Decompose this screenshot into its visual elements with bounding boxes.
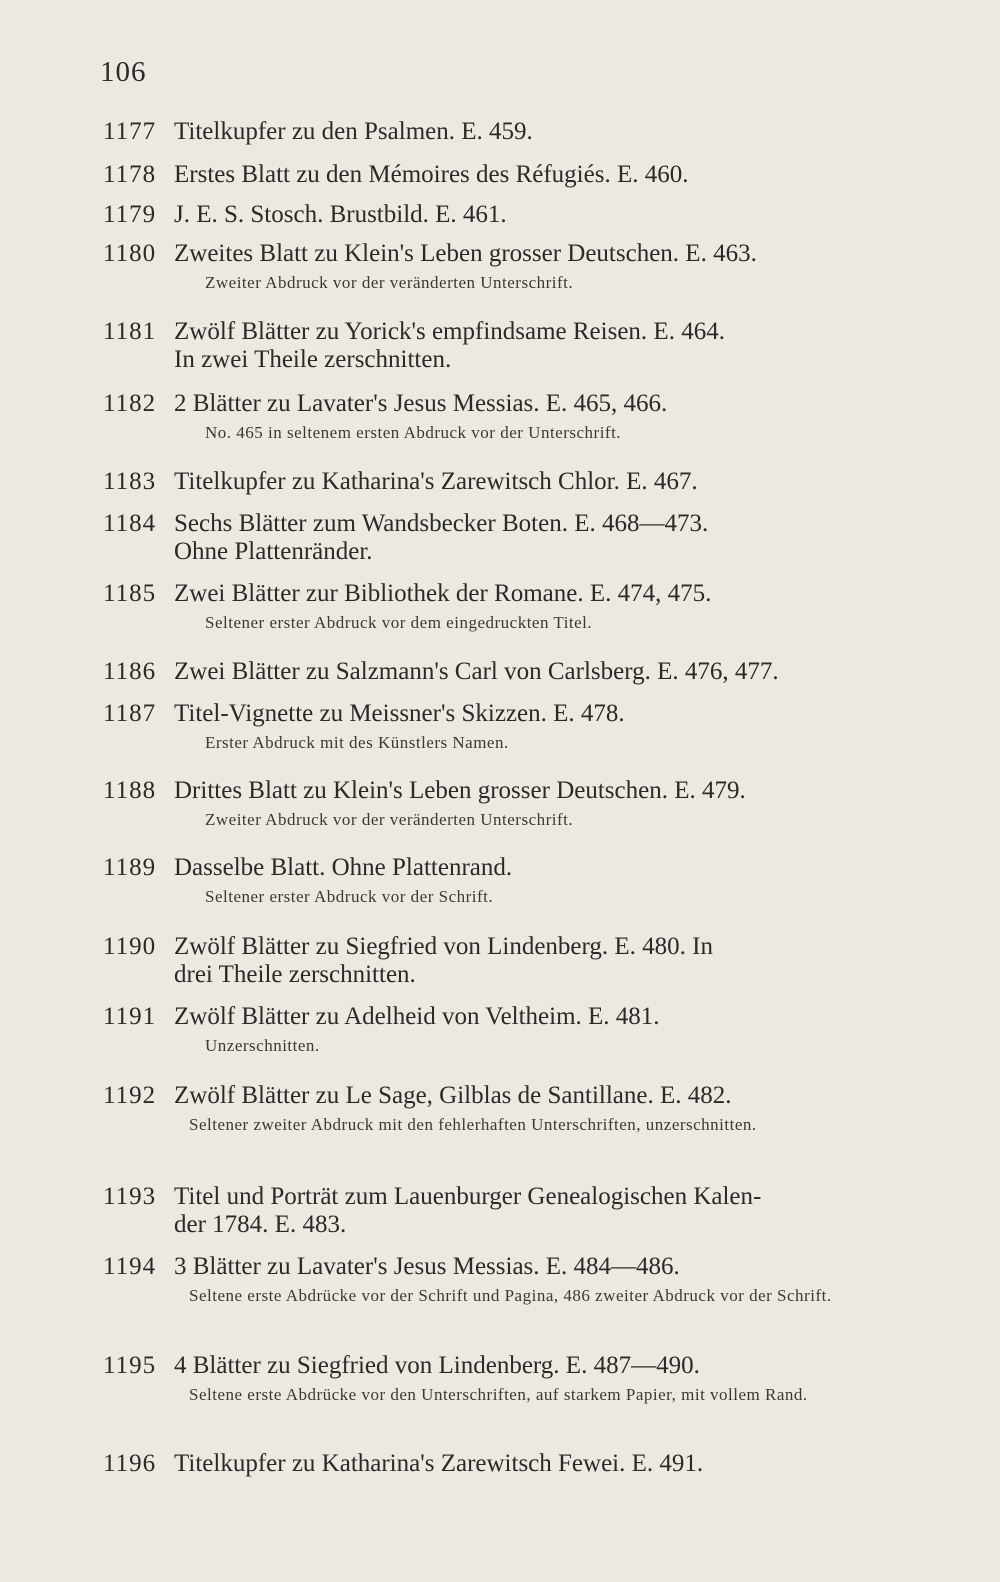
entry-title: Zwei Blätter zur Bibliothek der Romane. E. 474, 475. <box>174 580 712 607</box>
entry-note: Erster Abdruck mit des Künstlers Namen. <box>205 733 509 752</box>
entry-note: Seltene erste Abdrücke vor den Unterschriften, auf starkem Papier, mit vollem Rand. <box>189 1385 808 1404</box>
entry-number: 1185 <box>103 580 157 607</box>
entry-note: Seltener erster Abdruck vor dem eingedruckten Titel. <box>205 613 593 632</box>
entry-title: Zweites Blatt zu Klein's Leben grosser Deutschen. E. 463. <box>174 240 757 267</box>
catalog-entry <box>103 1183 893 1239</box>
entry-number: 1178 <box>103 161 157 188</box>
entry-note: Zweiter Abdruck vor der veränderten Unterschrift. <box>205 810 574 829</box>
entry-title: J. E. S. Stosch. Brustbild. E. 461. <box>174 201 507 228</box>
entry-title: Zwölf Blätter zu Yorick's empfindsame Reisen. E. 464. In zwei Theile zerschnitten. <box>174 318 725 373</box>
catalog-entry <box>103 1450 893 1478</box>
entry-number: 1195 <box>103 1352 157 1379</box>
entry-note: Seltener zweiter Abdruck mit den fehlerhaften Unterschriften, unzerschnitten. <box>189 1115 757 1134</box>
entry-note: No. 465 in seltenem ersten Abdruck vor der Unterschrift. <box>205 423 622 442</box>
entry-title: 2 Blätter zu Lavater's Jesus Messias. E. 465, 466. <box>174 390 668 417</box>
catalog-entry <box>103 1082 893 1136</box>
entry-number: 1186 <box>103 658 157 685</box>
catalog-entry <box>103 777 893 831</box>
entry-number: 1183 <box>103 468 157 495</box>
entry-note: Unzerschnitten. <box>205 1036 320 1055</box>
catalog-entry <box>103 854 893 908</box>
catalog-entry <box>103 161 893 189</box>
entry-title: Drittes Blatt zu Klein's Leben grosser Deutschen. E. 479. <box>174 777 746 804</box>
catalog-entry <box>103 933 893 989</box>
entry-title: Zwölf Blätter zu Siegfried von Lindenberg. E. 480. In drei Theile zerschnitten. <box>174 933 713 988</box>
entry-note: Seltener erster Abdruck vor der Schrift. <box>205 887 494 906</box>
entry-title: 4 Blätter zu Siegfried von Lindenberg. E. 487—490. <box>174 1352 700 1379</box>
entry-note: Zweiter Abdruck vor der veränderten Unterschrift. <box>205 273 574 292</box>
entry-title: Titel und Porträt zum Lauenburger Genealogischen Kalen- der 1784. E. 483. <box>174 1183 762 1238</box>
catalog-entry <box>103 240 893 294</box>
entry-title: Erstes Blatt zu den Mémoires des Réfugiés. E. 460. <box>174 161 689 188</box>
entry-title: Titel-Vignette zu Meissner's Skizzen. E. 478. <box>174 700 625 727</box>
catalog-entry <box>103 1003 893 1057</box>
entry-number: 1196 <box>103 1450 157 1477</box>
entry-number: 1180 <box>103 240 157 267</box>
catalog-entry <box>103 390 893 444</box>
entry-number: 1191 <box>103 1003 157 1030</box>
catalog-entry <box>103 318 893 374</box>
entry-note: Seltene erste Abdrücke vor der Schrift und Pagina, 486 zweiter Abdruck vor der Schrift. <box>189 1286 832 1305</box>
entry-title: Titelkupfer zu Katharina's Zarewitsch Fewei. E. 491. <box>174 1450 704 1477</box>
entry-number: 1193 <box>103 1183 157 1210</box>
catalog-entry <box>103 118 893 146</box>
entry-number: 1184 <box>103 510 157 537</box>
entry-number: 1194 <box>103 1253 157 1280</box>
entry-number: 1179 <box>103 201 157 228</box>
entry-number: 1192 <box>103 1082 157 1109</box>
entry-title: Zwei Blätter zu Salzmann's Carl von Carlsberg. E. 476, 477. <box>174 658 779 685</box>
catalog-entry <box>103 201 893 229</box>
entry-number: 1190 <box>103 933 157 960</box>
catalog-entry <box>103 580 893 634</box>
entry-number: 1187 <box>103 700 157 727</box>
entry-title: Titelkupfer zu Katharina's Zarewitsch Chlor. E. 467. <box>174 468 698 495</box>
entry-title: Titelkupfer zu den Psalmen. E. 459. <box>174 118 533 145</box>
entry-number: 1182 <box>103 390 157 417</box>
entry-title: Sechs Blätter zum Wandsbecker Boten. E. 468—473. Ohne Plattenränder. <box>174 510 709 565</box>
catalog-entry <box>103 1352 893 1406</box>
entry-title: 3 Blätter zu Lavater's Jesus Messias. E. 484—486. <box>174 1253 680 1280</box>
entry-number: 1177 <box>103 118 157 145</box>
entry-title: Zwölf Blätter zu Adelheid von Veltheim. E. 481. <box>174 1003 660 1030</box>
page-number: 106 <box>100 56 147 88</box>
entry-number: 1181 <box>103 318 157 345</box>
entry-title: Zwölf Blätter zu Le Sage, Gilblas de Santillane. E. 482. <box>174 1082 732 1109</box>
catalog-entry <box>103 468 893 496</box>
entry-number: 1188 <box>103 777 157 804</box>
catalog-entry <box>103 1253 893 1307</box>
catalog-entry <box>103 658 893 686</box>
catalog-entry <box>103 510 893 566</box>
catalog-entry <box>103 700 893 754</box>
entry-number: 1189 <box>103 854 157 881</box>
entry-title: Dasselbe Blatt. Ohne Plattenrand. <box>174 854 513 881</box>
